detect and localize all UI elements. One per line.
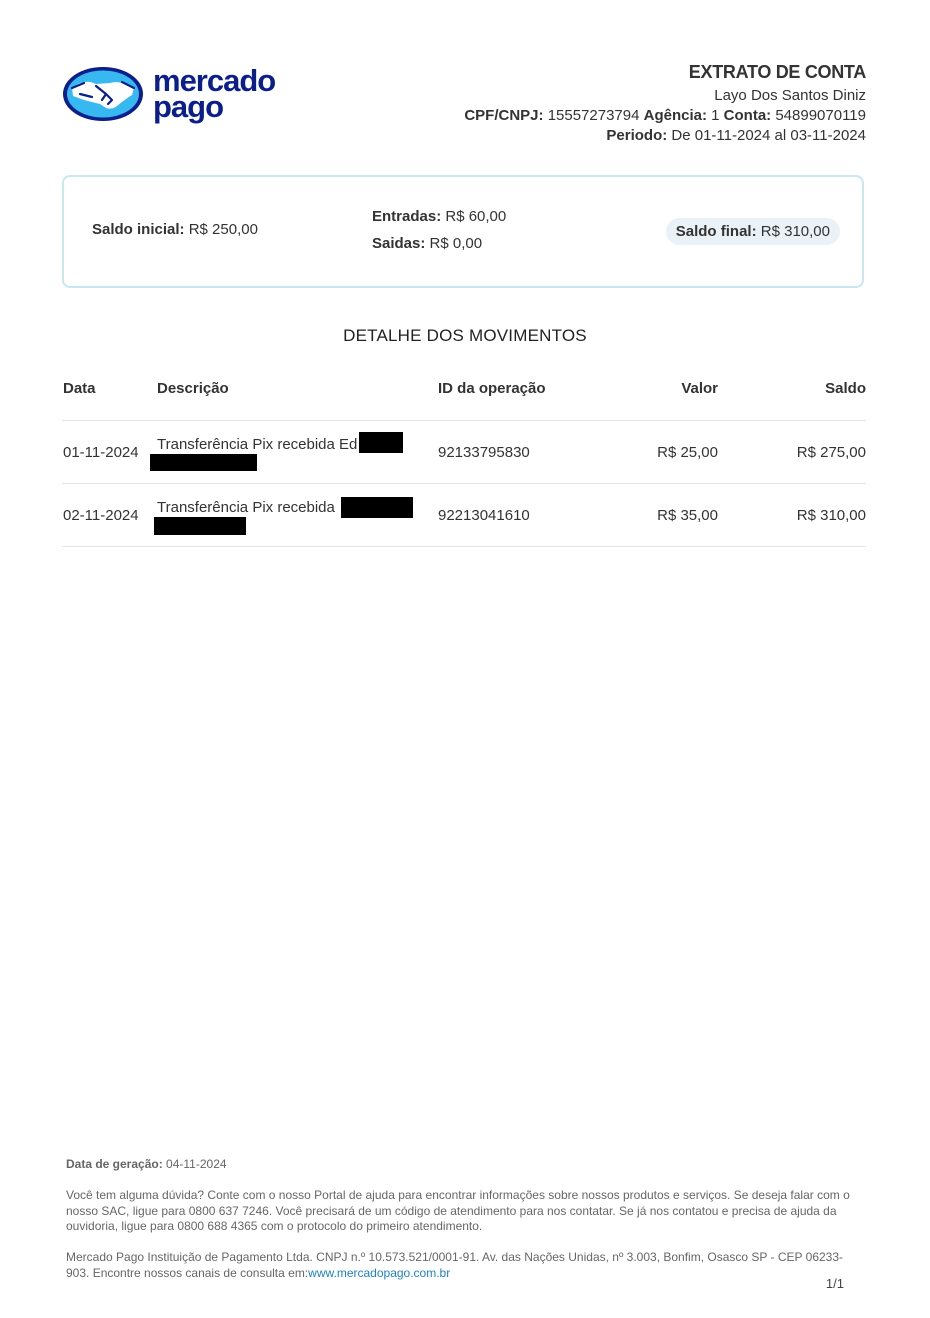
row-amount: R$ 35,00 <box>657 507 718 524</box>
row-date: 02-11-2024 <box>63 507 139 524</box>
saldo-inicial-label: Saldo inicial: <box>92 221 185 238</box>
redaction-bar <box>359 432 403 453</box>
table-row <box>62 484 866 547</box>
row-operation-id: 92133795830 <box>438 444 530 461</box>
conta-label: Conta: <box>723 107 772 124</box>
period <box>464 126 866 146</box>
row-description: Transferência Pix recebida <box>157 499 335 516</box>
generation-date <box>66 1157 866 1173</box>
col-saldo: Saldo <box>825 380 866 397</box>
entradas-value: R$ 60,00 <box>445 208 507 225</box>
entradas <box>372 208 506 225</box>
row-date: 01-11-2024 <box>63 444 139 461</box>
website-link[interactable]: www.mercadopago.com.br <box>308 1265 451 1280</box>
account-ids <box>464 106 866 126</box>
col-data: Data <box>63 380 96 397</box>
saidas-value: R$ 0,00 <box>429 235 483 252</box>
col-id: ID da operação <box>438 380 546 397</box>
row-amount: R$ 25,00 <box>657 444 718 461</box>
saldo-final-label: Saldo final: <box>675 223 757 240</box>
saidas <box>372 235 482 252</box>
saldo-inicial-value: R$ 250,00 <box>188 221 258 238</box>
table-row <box>62 421 866 484</box>
cpf-label: CPF/CNPJ: <box>464 107 544 124</box>
document-title: EXTRATO DE CONTA <box>688 62 866 82</box>
help-text: Você tem alguma dúvida? Conte com o nosso Portal de ajuda para encontrar informações sobre nossos produtos e serviços. Se deseja falar com o nosso SAC, ligue para 0800 637 7246. Você precisará de um código de atendimento para nos contatar. Se já nos contatou e precisa de ajuda da ouvidoria, ligue para 0800 688 4365 com o protocolo do primeiro atendimento. <box>66 1188 850 1233</box>
row-operation-id: 92213041610 <box>438 507 530 524</box>
table-header <box>62 370 866 421</box>
periodo-label: Periodo: <box>606 127 668 144</box>
col-descricao: Descrição <box>157 380 229 397</box>
brand-name-line2: pago <box>153 89 224 124</box>
row-balance: R$ 310,00 <box>796 507 866 524</box>
brand-name-line1: mercado <box>153 64 276 98</box>
balance-summary <box>62 175 864 288</box>
agencia-label: Agência: <box>643 107 707 124</box>
generation-date-label: Data de geração: <box>66 1157 163 1171</box>
agencia-value: 1 <box>711 107 720 124</box>
generation-date-value: 04-11-2024 <box>166 1157 227 1171</box>
periodo-value: De 01-11-2024 al 03-11-2024 <box>671 127 866 144</box>
cpf-value: 15557273794 <box>547 107 640 124</box>
company-info <box>66 1250 866 1281</box>
col-valor: Valor <box>681 380 718 397</box>
row-description: Transferência Pix recebida Ed <box>157 436 358 453</box>
row-balance: R$ 275,00 <box>796 444 866 461</box>
redaction-bar <box>341 497 413 518</box>
saldo-final-value: R$ 310,00 <box>760 223 830 240</box>
saidas-label: Saidas: <box>372 235 426 252</box>
page-number: 1/1 <box>825 1276 844 1291</box>
redaction-bar <box>154 517 246 535</box>
movements-table <box>62 370 866 547</box>
mercado-pago-logo <box>62 64 287 126</box>
redaction-bar <box>150 454 257 471</box>
entradas-label: Entradas: <box>372 208 442 225</box>
account-holder: Layo Dos Santos Diniz <box>714 87 866 104</box>
conta-value: 54899070119 <box>775 107 866 124</box>
company-text: Mercado Pago Instituição de Pagamento Ltda. CNPJ n.º 10.573.521/0001-91. Av. das Nações Unidas, nº 3.003, Bonfim, Osasco SP - CEP 06233-903. Encontre nossos canais de consulta em: <box>66 1250 844 1280</box>
saldo-final-badge <box>666 218 840 245</box>
section-title: DETALHE DOS MOVIMENTOS <box>343 326 587 345</box>
handshake-icon <box>62 64 287 126</box>
statement-header <box>464 62 866 146</box>
saldo-inicial <box>92 221 258 238</box>
